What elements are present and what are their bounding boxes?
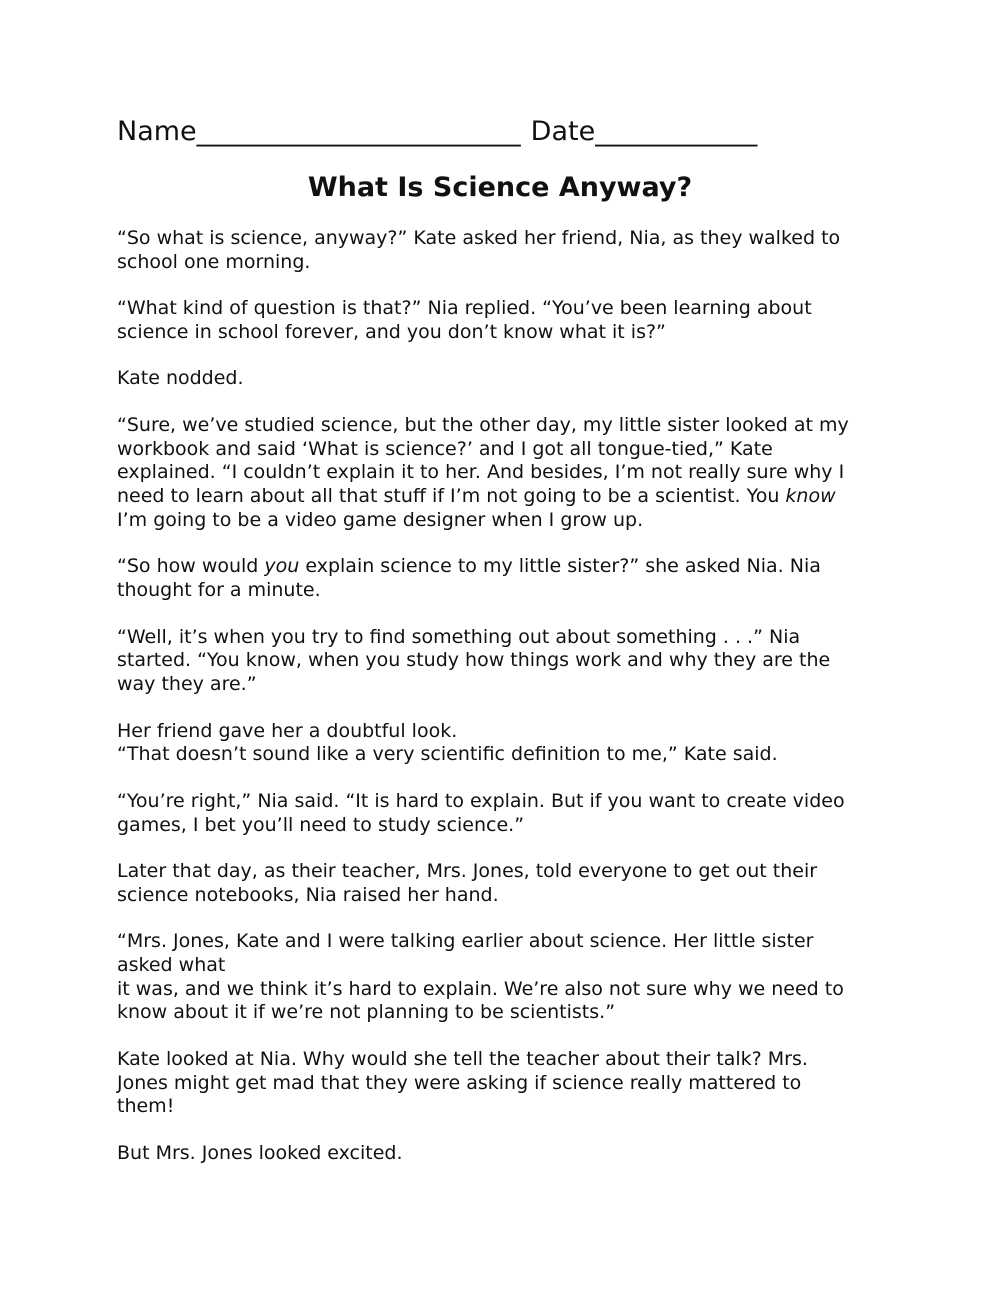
text-line: “Well, it’s when you try to find something out about something . . .” Nia	[117, 625, 801, 648]
text-run: need to learn about all that stuff if I’m not going to be a scientist. You	[117, 485, 786, 508]
text-run: explain science to my little sister?” she asked Nia. Nia	[299, 555, 821, 578]
page-title: What Is Science Anyway?	[307, 172, 693, 203]
text-line: them!	[117, 1095, 175, 1118]
text-line: Kate nodded.	[117, 367, 244, 390]
text-line: school one morning.	[117, 250, 311, 273]
text-line: science in school forever, and you don’t know what it is?”	[117, 320, 666, 343]
name-label: Name	[117, 116, 197, 147]
text-line: Later that day, as their teacher, Mrs. Jones, told everyone to get out their	[117, 859, 818, 882]
date-label: Date	[530, 116, 596, 147]
paragraph-5	[117, 555, 887, 603]
paragraph-2	[117, 297, 887, 345]
name-blank: ________________________	[196, 116, 521, 147]
paragraph-1	[117, 227, 887, 275]
text-line: games, I bet you’ll need to study science.”	[117, 813, 525, 836]
text-line: way they are.”	[117, 673, 257, 696]
text-run: “So how would	[117, 555, 265, 578]
name-date-header	[117, 110, 887, 154]
text-line: “That doesn’t sound like a very scientific definition to me,” Kate said.	[117, 743, 778, 766]
text-line	[117, 485, 887, 509]
text-line: know about it if we’re not planning to be scientists.”	[117, 1001, 616, 1024]
paragraph-10	[117, 930, 887, 1025]
emphasis-text: you	[264, 555, 300, 578]
paragraph-8	[117, 790, 887, 838]
text-line: asked what	[117, 953, 226, 976]
paragraph-4	[117, 414, 887, 533]
paragraph-11	[117, 1048, 887, 1119]
text-line: workbook and said ‘What is science?’ and I got all tongue-tied,” Kate	[117, 437, 773, 460]
text-line: “You’re right,” Nia said. “It is hard to explain. But if you want to create video	[117, 789, 845, 812]
text-line: I’m going to be a video game designer when I grow up.	[117, 508, 644, 531]
paragraph-12	[117, 1142, 887, 1166]
text-line: Her friend gave her a doubtful look.	[117, 719, 458, 742]
text-line: it was, and we think it’s hard to explain. We’re also not sure why we need to	[117, 977, 844, 1000]
text-line: But Mrs. Jones looked excited.	[117, 1141, 403, 1164]
text-line: “What kind of question is that?” Nia replied. “You’ve been learning about	[117, 297, 812, 320]
text-line: thought for a minute.	[117, 579, 321, 602]
text-line: started. “You know, when you study how things work and why they are the	[117, 649, 831, 672]
text-line: explained. “I couldn’t explain it to her. And besides, I’m not really sure why I	[117, 461, 845, 484]
date-blank: ____________	[595, 116, 758, 147]
text-line: science notebooks, Nia raised her hand.	[117, 883, 499, 906]
emphasis-text: know	[785, 485, 836, 508]
paragraph-6	[117, 626, 887, 697]
text-line: Jones might get mad that they were asking if science really mattered to	[117, 1071, 802, 1094]
text-line: “Sure, we’ve studied science, but the other day, my little sister looked at my	[117, 413, 849, 436]
text-line: “So what is science, anyway?” Kate asked her friend, Nia, as they walked to	[117, 227, 841, 249]
paragraph-3	[117, 367, 887, 391]
story-text	[117, 227, 887, 1166]
text-line	[117, 555, 887, 579]
paragraph-9	[117, 860, 887, 908]
text-line: Kate looked at Nia. Why would she tell the teacher about their talk? Mrs.	[117, 1047, 808, 1070]
text-line: “Mrs. Jones, Kate and I were talking earlier about science. Her little sister	[117, 930, 814, 953]
worksheet-page	[117, 110, 887, 1166]
paragraph-7	[117, 720, 887, 768]
